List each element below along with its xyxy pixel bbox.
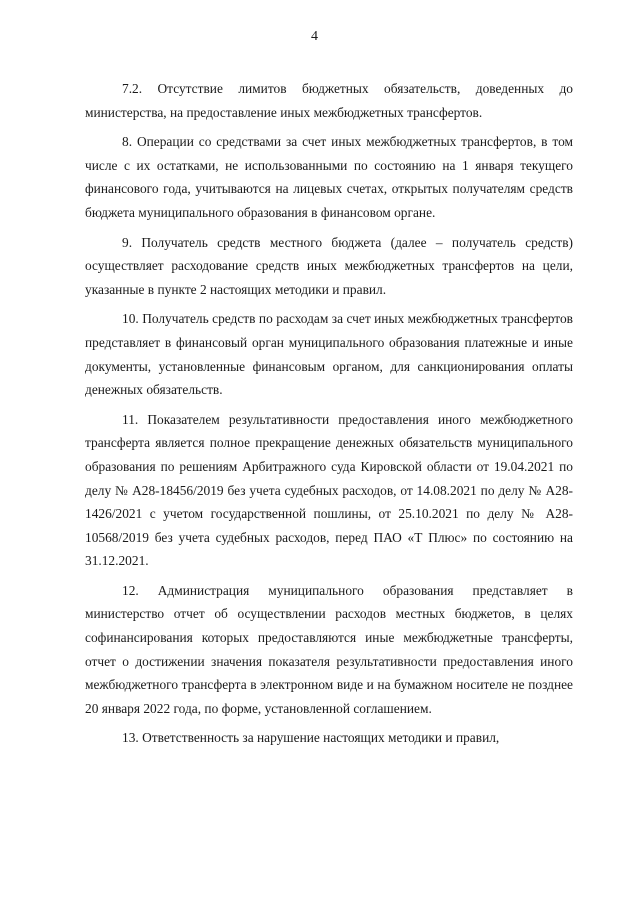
paragraph-11: 11. Показателем результативности предоставления иного межбюджетного трансферта является полное прекращение денежных обязательств муниципального образования по решениям Арбитражного суда Кировской области от 19.04.2021 по делу № А28-18456/2019 без учета судебных расходов, от 14.08.2021 по делу № А28-1426/2021 с учетом государственной пошлины, от 25.10.2021 по делу № А28-10568/2019 без учета судебных расходов, перед ПАО «Т Плюс» по состоянию на 31.12.2021. <box>85 411 573 569</box>
paragraph-9: 9. Получатель средств местного бюджета (далее – получатель средств) осуществляет расходование средств иных межбюджетных трансфертов на цели, указанные в пункте 2 настоящих методики и правил. <box>85 234 573 297</box>
document-body <box>85 77 573 750</box>
paragraph-8: 8. Операции со средствами за счет иных межбюджетных трансфертов, в том числе с их остатками, не использованными по состоянию на 1 января текущего финансового года, учитываются на лицевых счетах, открытых получателям средств бюджета муниципального образования в финансовом органе. <box>85 134 573 220</box>
paragraph-10: 10. Получатель средств по расходам за счет иных межбюджетных трансфертов представляет в финансовый орган муниципального образования платежные и иные документы, установленные финансовым органом, для санкционирования оплаты денежных обязательств. <box>85 311 573 398</box>
paragraph-7-2: 7.2. Отсутствие лимитов бюджетных обязательств, доведенных до министерства, на предоставление иных межбюджетных трансфертов. <box>85 81 573 120</box>
paragraph-13: 13. Ответственность за нарушение настоящих методики и правил, <box>122 730 500 746</box>
paragraph-12: 12. Администрация муниципального образования представляет в министерство отчет об осуществлении расходов местных бюджетов, в целях софинансирования которых предоставляются иные межбюджетные трансферты, отчет о достижении значения показателя результативности предоставления иного межбюджетного трансферта в электронном виде и на бумажном носителе не позднее 20 января 2022 года, по форме, установленной соглашением. <box>85 582 573 716</box>
page-number: 4 <box>311 29 318 44</box>
